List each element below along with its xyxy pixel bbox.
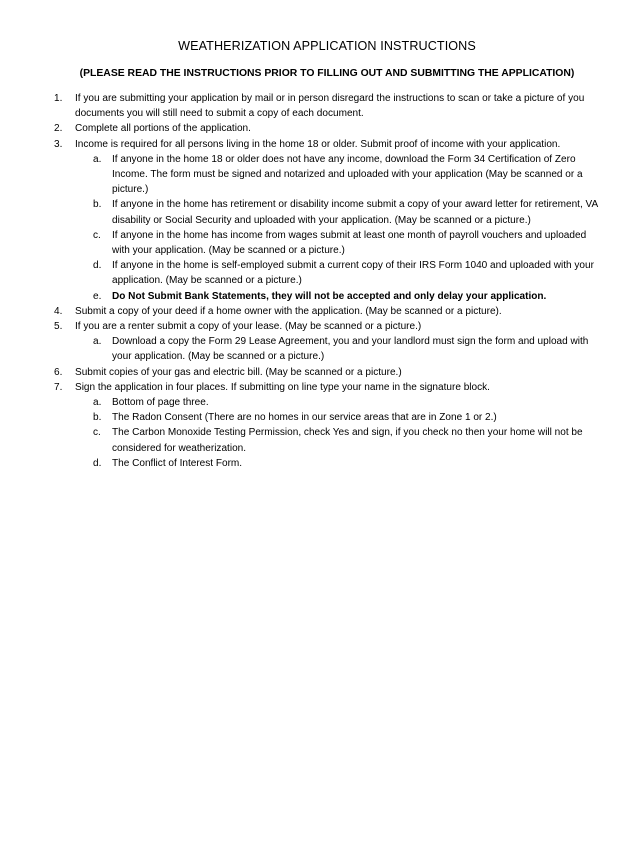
instruction-subitem-3c xyxy=(75,228,600,258)
item-text: Sign the application in four places. If submitting on line type your name in the signature block. xyxy=(75,381,490,393)
instruction-item-1 xyxy=(54,91,600,121)
subitem-letter: c. xyxy=(93,427,101,439)
item-number: 4. xyxy=(54,305,63,317)
document-subtitle: (PLEASE READ THE INSTRUCTIONS PRIOR TO FILLING OUT AND SUBMITTING THE APPLICATION) xyxy=(79,68,575,79)
instruction-item-7 xyxy=(54,380,600,471)
subitem-letter: b. xyxy=(93,412,102,424)
subitem-letter: e. xyxy=(93,290,102,302)
item-number: 3. xyxy=(54,138,63,150)
document-title: WEATHERIZATION APPLICATION INSTRUCTIONS xyxy=(178,39,476,53)
item-text: Submit copies of your gas and electric bill. (May be scanned or a picture.) xyxy=(75,366,402,378)
instruction-list xyxy=(54,91,600,471)
subitem-letter: d. xyxy=(93,457,102,469)
subitem-text: Bottom of page three. xyxy=(112,397,209,409)
instruction-item-5 xyxy=(54,319,600,365)
item-number: 7. xyxy=(54,381,63,393)
subitem-text-bold: Do Not Submit Bank Statements, they will not be accepted and only delay your application. xyxy=(112,290,547,302)
instruction-sublist xyxy=(75,334,600,364)
subitem-letter: a. xyxy=(93,153,102,165)
instruction-subitem-5a xyxy=(75,334,600,364)
instruction-subitem-3b xyxy=(75,197,600,227)
item-text: If you are a renter submit a copy of your lease. (May be scanned or a picture.) xyxy=(75,321,422,333)
instruction-subitem-3e xyxy=(75,289,600,304)
instruction-sublist xyxy=(75,152,600,304)
subitem-letter: a. xyxy=(93,397,102,409)
subitem-letter: a. xyxy=(93,336,102,348)
instruction-subitem-7a xyxy=(75,395,600,410)
instruction-item-2 xyxy=(54,121,600,136)
item-text: Submit a copy of your deed if a home owner with the application. (May be scanned or a picture). xyxy=(75,305,502,317)
instruction-item-4 xyxy=(54,304,600,319)
document-page xyxy=(0,38,640,866)
instruction-item-6 xyxy=(54,365,600,380)
instruction-subitem-3a xyxy=(75,152,600,198)
subitem-letter: b. xyxy=(93,199,102,211)
instruction-item-3 xyxy=(54,137,600,304)
subitem-text: If anyone in the home has income from wages submit at least one month of payroll vouchers and uploaded with your application. (May be scanned or a picture.) xyxy=(112,229,587,257)
instruction-subitem-7d xyxy=(75,456,600,471)
item-text: Complete all portions of the application. xyxy=(75,123,251,135)
subitem-text: Download a copy the Form 29 Lease Agreement, you and your landlord must sign the form and upload with your application. (May be scanned or a picture.) xyxy=(112,336,589,363)
subitem-text: If anyone in the home 18 or older does not have any income, download the Form 34 Certification of Zero Income. The form must be signed and notarized and uploaded with your application (May be scanned or a picture.) xyxy=(112,153,583,196)
item-number: 5. xyxy=(54,321,63,333)
instruction-subitem-7b xyxy=(75,410,600,425)
item-text: Income is required for all persons living in the home 18 or older. Submit proof of income with your application. xyxy=(75,138,561,150)
subitem-text: The Carbon Monoxide Testing Permission, check Yes and sign, if you check no then your home will not be considered for weatherization. xyxy=(112,427,583,454)
subitem-text: If anyone in the home is self-employed submit a current copy of their IRS Form 1040 and uploaded with your application. (May be scanned or a picture.) xyxy=(112,260,594,287)
instruction-subitem-7c xyxy=(75,425,600,455)
subitem-text: If anyone in the home has retirement or disability income submit a copy of your award letter for retirement, VA disability or Social Security and uploaded with your application. (May be scanned or a picture.) xyxy=(112,199,598,226)
item-number: 2. xyxy=(54,123,63,135)
instruction-sublist xyxy=(75,395,600,471)
item-number: 6. xyxy=(54,366,63,378)
instruction-subitem-3d xyxy=(75,258,600,288)
subitem-letter: c. xyxy=(93,229,101,241)
subitem-letter: d. xyxy=(93,260,102,272)
subitem-text: The Conflict of Interest Form. xyxy=(112,457,243,469)
item-text: If you are submitting your application by mail or in person disregard the instructions to scan or take a picture of you documents you will still need to submit a copy of each document. xyxy=(75,93,585,120)
item-number: 1. xyxy=(54,93,63,104)
subitem-text: The Radon Consent (There are no homes in our service areas that are in Zone 1 or 2.) xyxy=(112,412,497,424)
